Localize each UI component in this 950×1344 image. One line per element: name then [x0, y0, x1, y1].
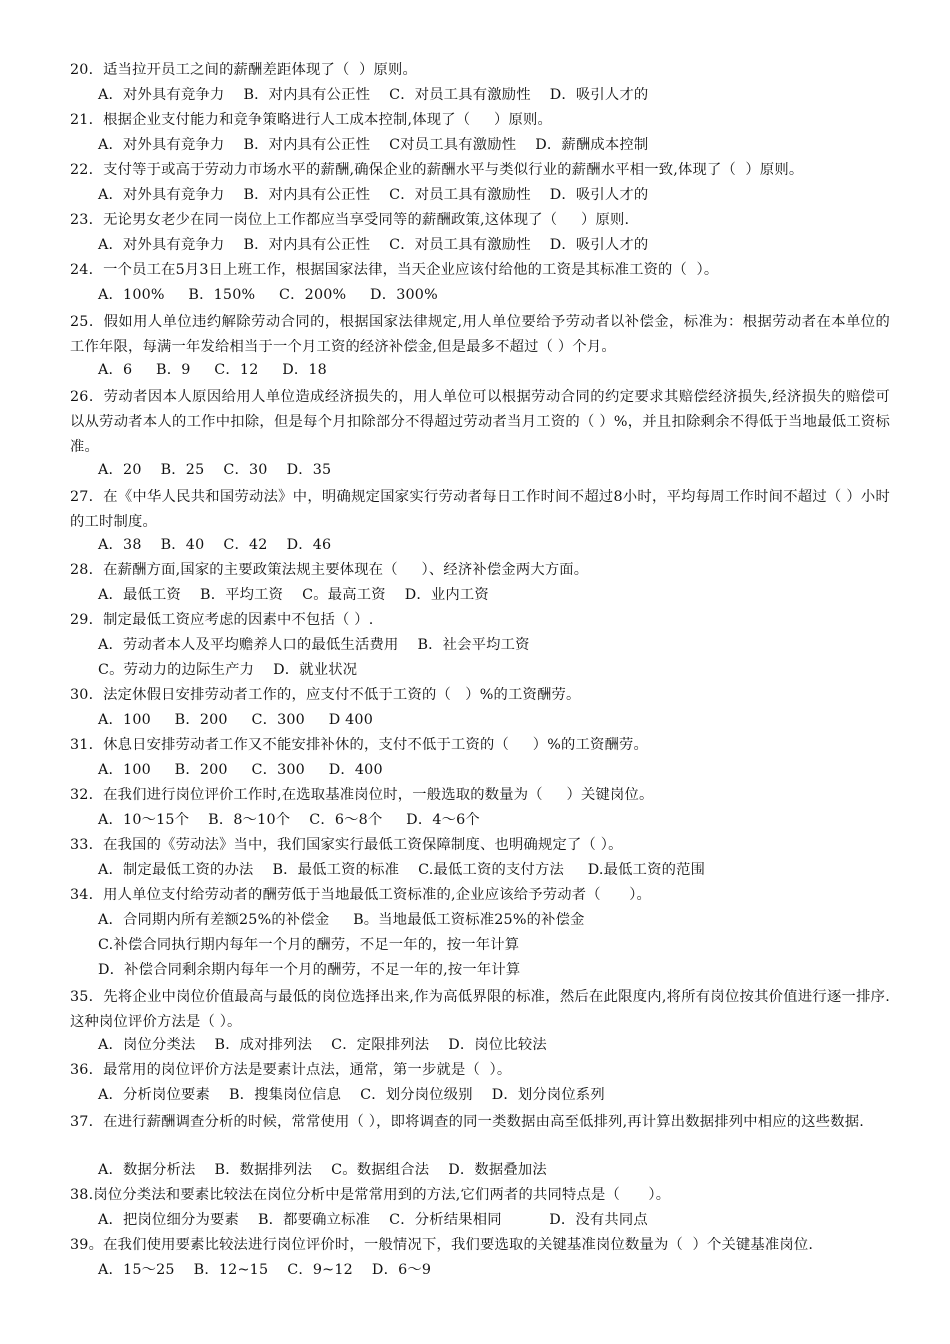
question-text: 29．制定最低工资应考虑的因素中不包括（ ）.	[70, 612, 374, 628]
answer-options: A．10～15个 B．8～10个 C．6～8个 D．4～6个	[98, 812, 480, 828]
question-text: 21．根据企业支付能力和竞争策略进行人工成本控制,体现了（ ）原则。	[70, 112, 552, 128]
answer-options: A．把岗位细分为要素 B．都要确立标准 C．分析结果相同 D．没有共同点	[98, 1212, 648, 1228]
answer-options: A．劳动者本人及平均赡养人口的最低生活费用 B．社会平均工资	[98, 637, 530, 653]
answer-options: A．100% B．150% C．200% D．300%	[98, 287, 438, 303]
question-text: 39。在我们使用要素比较法进行岗位评价时，一般情况下，我们要选取的关键基准岗位数量为（ ）个关键基准岗位.	[70, 1237, 814, 1253]
question-text: 20．适当拉开员工之间的薪酬差距体现了（ ）原则。	[70, 62, 418, 78]
answer-options: A．数据分析法 B．数据排列法 C。数据组合法 D．数据叠加法	[98, 1162, 547, 1178]
question-text: 32．在我们进行岗位评价工作时,在选取基准岗位时，一般选取的数量为（ ）关键岗位。	[70, 787, 654, 803]
answer-options: C.补偿合同执行期内每年一个月的酬劳，不足一年的，按一年计算	[98, 937, 520, 953]
question-text: 22．支付等于或高于劳动力市场水平的薪酬,确保企业的薪酬水平与类似行业的薪酬水平相一致,体现了（ ）原则。	[70, 162, 804, 178]
answer-options: A．对外具有竞争力 B．对内具有公正性 C．对员工具有激励性 D．吸引人才的	[98, 87, 649, 103]
answer-options: A．对外具有竞争力 B．对内具有公正性 C对员工具有激励性 D．薪酬成本控制	[98, 137, 649, 153]
question-text: 27．在《中华人民共和国劳动法》中，明确规定国家实行劳动者每日工作时间不超过8小时，平均每周工作时间不超过（ ）小时的工时制度。	[70, 489, 890, 530]
question-text: 36．最常用的岗位评价方法是要素计点法，通常，第一步就是（ ）。	[70, 1062, 512, 1078]
answer-options: A．100 B．200 C．300 D．400	[98, 762, 383, 778]
answer-options: D．补偿合同剩余期内每年一个月的酬劳，不足一年的,按一年计算	[98, 962, 521, 978]
answer-options: A．制定最低工资的办法 B．最低工资的标准 C.最低工资的支付方法 D.最低工资的范围	[98, 862, 706, 878]
question-text: 25．假如用人单位违约解除劳动合同的，根据国家法律规定,用人单位要给予劳动者以补偿金，标准为：根据劳动者在本单位的工作年限，每满一年发给相当于一个月工资的经济补偿金,但是最多不超过（ ）个月。	[70, 314, 890, 355]
question-text: 28．在薪酬方面,国家的主要政策法规主要体现在（ ）、经济补偿金两大方面。	[70, 562, 589, 578]
question-text: 37．在进行薪酬调查分析的时候，常常使用（ ），即将调查的同一类数据由高至低排列,再计算出数据排列中相应的这些数据.	[70, 1114, 865, 1130]
question-text: 34．用人单位支付给劳动者的酬劳低于当地最低工资标准的,企业应该给予劳动者（ ）。	[70, 887, 652, 903]
question-text: 30．法定休假日安排劳动者工作的，应支付不低于工资的（ ）%的工资酬劳。	[70, 687, 581, 703]
question-text: 38.岗位分类法和要素比较法在岗位分析中是常常用到的方法,它们两者的共同特点是（ ）。	[70, 1187, 671, 1203]
answer-options: A．6 B．9 C．12 D．18	[98, 362, 327, 378]
question-text: 23．无论男女老少在同一岗位上工作都应当享受同等的薪酬政策,这体现了（ ）原则.	[70, 212, 630, 228]
answer-options: A．对外具有竞争力 B．对内具有公正性 C．对员工具有激励性 D．吸引人才的	[98, 187, 649, 203]
question-text: 33．在我国的《劳动法》当中，我们国家实行最低工资保障制度、也明确规定了（ ）。	[70, 837, 623, 853]
answer-options: A．100 B．200 C．300 D 400	[98, 712, 373, 728]
question-text: 26．劳动者因本人原因给用人单位造成经济损失的，用人单位可以根据劳动合同的约定要求其赔偿经济损失,经济损失的赔偿可以从劳动者本人的工作中扣除，但是每个月扣除部分不得超过劳动者当月工资的（ ）%，并且扣除剩余不得低于当地最低工资标准。	[70, 389, 890, 455]
answer-options: A．合同期内所有差额25%的补偿金 B。当地最低工资标准25%的补偿金	[98, 912, 585, 928]
answer-options: C。劳动力的边际生产力 D．就业状况	[98, 662, 358, 678]
answer-options: A．20 B．25 C．30 D．35	[98, 462, 332, 478]
answer-options: A．最低工资 B．平均工资 C。最高工资 D．业内工资	[98, 587, 489, 603]
question-text: 31．休息日安排劳动者工作又不能安排补休的，支付不低于工资的（ ）%的工资酬劳。	[70, 737, 648, 753]
answer-options: A．15～25 B．12~15 C．9~12 D．6～9	[98, 1262, 432, 1278]
answer-options: A．岗位分类法 B．成对排列法 C．定限排列法 D．岗位比较法	[98, 1037, 547, 1053]
question-text: 24．一个员工在5月3日上班工作，根据国家法律，当天企业应该付给他的工资是其标准工资的（ ）。	[70, 262, 719, 278]
answer-options: A．38 B．40 C．42 D．46	[98, 537, 332, 553]
answer-options: A．分析岗位要素 B．搜集岗位信息 C．划分岗位级别 D．划分岗位系列	[98, 1087, 605, 1103]
answer-options: A．对外具有竞争力 B．对内具有公正性 C．对员工具有激励性 D．吸引人才的	[98, 237, 649, 253]
question-text: 35．先将企业中岗位价值最高与最低的岗位选择出来,作为高低界限的标准，然后在此限度内,将所有岗位按其价值进行逐一排序.这种岗位评价方法是（ ）。	[70, 989, 890, 1030]
